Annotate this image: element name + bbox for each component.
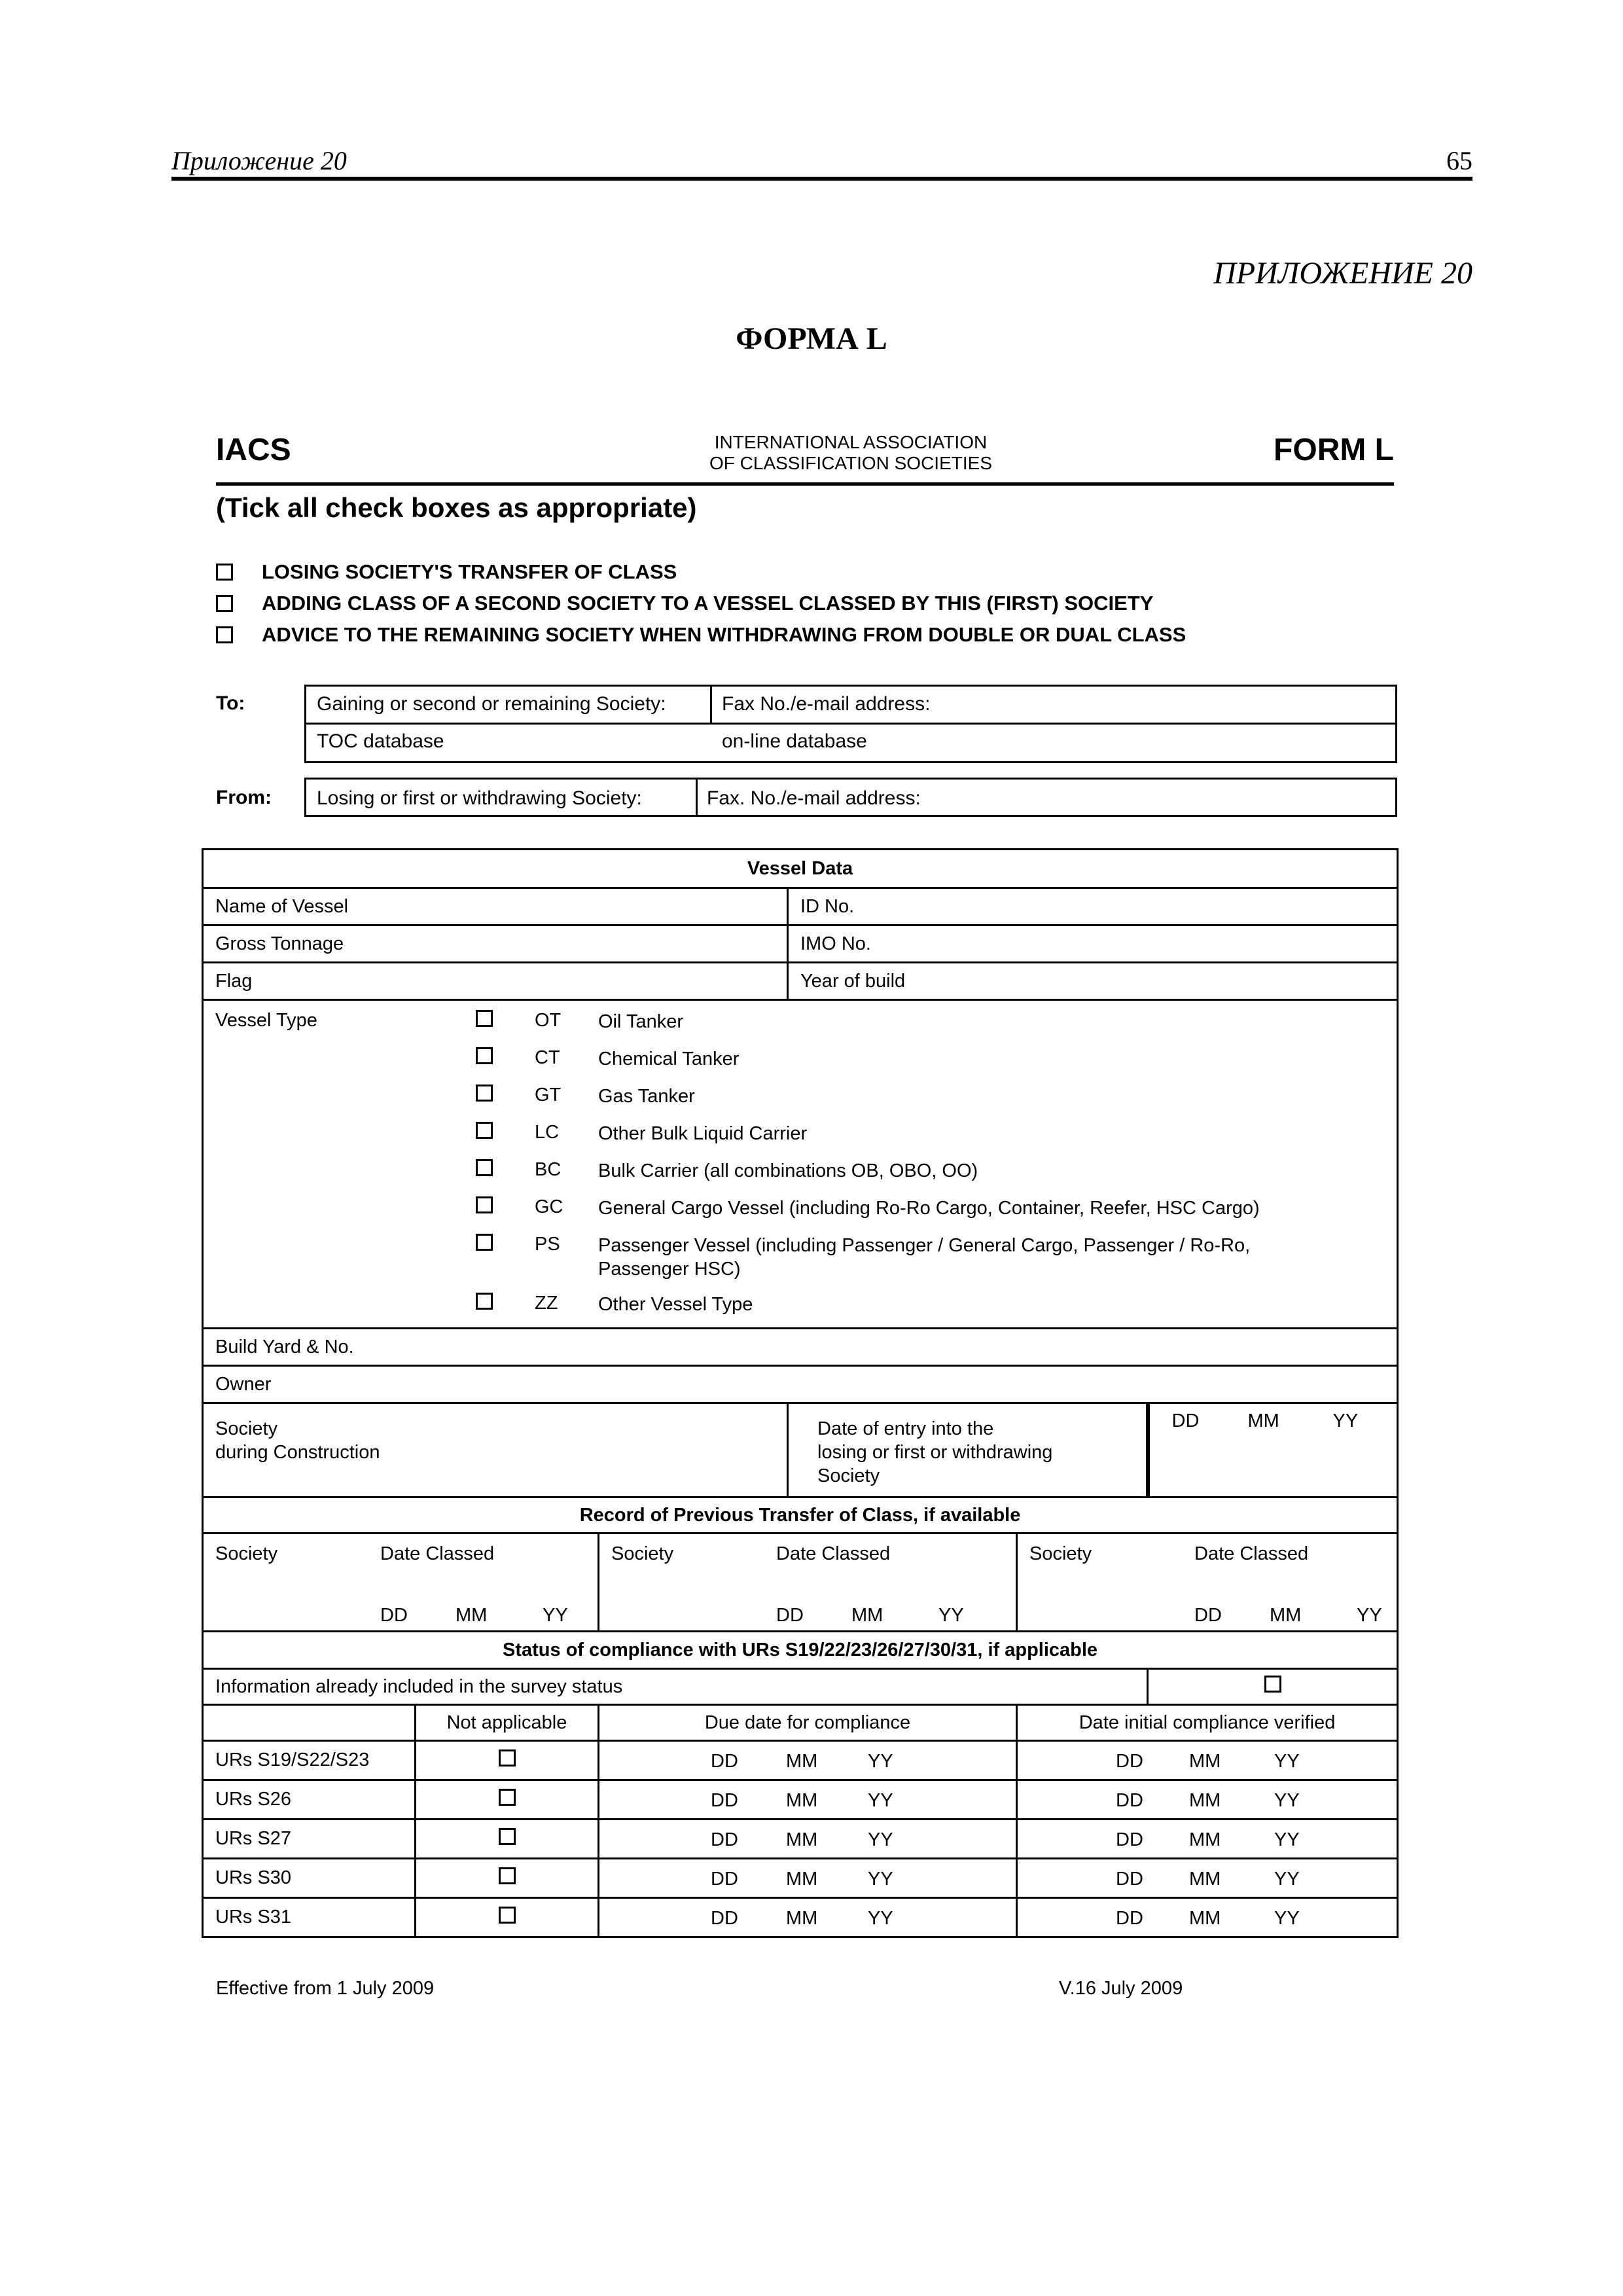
ur-label: URs S27: [203, 1820, 416, 1859]
vessel-type-ps: [215, 1229, 1397, 1287]
form-code: FORM L: [1274, 433, 1394, 467]
date-mm: MM: [1189, 1751, 1221, 1772]
entry-date-field[interactable]: [1148, 1403, 1398, 1498]
date-yy: YY: [938, 1605, 964, 1626]
vessel-type-lc: [215, 1117, 1397, 1154]
initial-date-field[interactable]: [1017, 1898, 1398, 1937]
date-dd: DD: [380, 1605, 408, 1626]
iacs-logo-text: IACS: [216, 433, 291, 467]
due-date-field[interactable]: [599, 1741, 1017, 1780]
instruction: (Tick all check boxes as appropriate): [216, 492, 697, 523]
from-box: [304, 778, 1397, 817]
not-applicable-checkbox[interactable]: [499, 1789, 516, 1806]
association-line-1: INTERNATIONAL ASSOCIATION: [714, 432, 988, 452]
from-fax-field[interactable]: Fax. No./e-mail address:: [707, 787, 921, 809]
table-row: [203, 888, 1398, 925]
option-advice-label: ADVICE TO THE REMAINING SOCIETY WHEN WITHDRAWING FROM DOUBLE OR DUAL CLASS: [262, 623, 1186, 646]
date-yy: YY: [1357, 1605, 1382, 1626]
option-adding-checkbox[interactable]: [216, 595, 233, 612]
status-col-blank: [203, 1705, 416, 1741]
date-dd: DD: [1116, 1869, 1143, 1890]
not-applicable-cell: [416, 1780, 599, 1820]
running-header: Приложение 20: [171, 146, 347, 175]
date-mm: MM: [1189, 1829, 1221, 1850]
date-yy: YY: [1274, 1908, 1300, 1929]
date-dd: DD: [711, 1908, 738, 1929]
appendix-title: ПРИЛОЖЕНИЕ 20: [1213, 256, 1472, 291]
vessel-type-desc: Gas Tanker: [598, 1086, 695, 1107]
status-columns: [203, 1705, 1398, 1741]
date-yy: YY: [1274, 1869, 1300, 1890]
effective-date: Effective from 1 July 2009: [216, 1978, 435, 1999]
not-applicable-cell: [416, 1898, 599, 1937]
vessel-type-gc: [215, 1191, 1397, 1229]
header-rule: [171, 177, 1472, 181]
vessel-type-gt: [215, 1079, 1397, 1117]
initial-date-field[interactable]: [1017, 1859, 1398, 1898]
vessel-type-bc: [215, 1154, 1397, 1191]
vessel-data-table: [202, 848, 1399, 1938]
vessel-type-cell: [203, 1000, 1398, 1329]
association-line-2: OF CLASSIFICATION SOCIETIES: [709, 453, 992, 473]
date-dd: DD: [1116, 1790, 1143, 1811]
vessel-type-label: Vessel Type: [215, 1010, 317, 1031]
date-yy: YY: [868, 1829, 893, 1850]
record-row: [203, 1534, 1398, 1632]
table-row: [203, 1898, 1398, 1937]
vessel-type-zz-checkbox[interactable]: [476, 1293, 493, 1310]
date-dd: DD: [1171, 1410, 1200, 1431]
year-of-build-field[interactable]: Year of build: [788, 963, 1398, 1000]
option-transfer-label: LOSING SOCIETY'S TRANSFER OF CLASS: [262, 560, 677, 583]
vessel-type-desc: General Cargo Vessel (including Ro-Ro Cargo, Container, Reefer, HSC Cargo): [598, 1198, 1260, 1219]
status-info-cell: [1148, 1669, 1398, 1705]
entry-date-line-2: losing or first or withdrawing: [817, 1442, 1053, 1463]
table-row: [203, 963, 1398, 1000]
record-title: Record of Previous Transfer of Class, if available: [203, 1498, 1398, 1534]
vessel-type-desc: Other Vessel Type: [598, 1294, 753, 1315]
option-adding-label: ADDING CLASS OF A SECOND SOCIETY TO A VESSEL CLASSED BY THIS (FIRST) SOCIETY: [262, 592, 1154, 615]
ur-label: URs S19/S22/S23: [203, 1741, 416, 1780]
owner-field[interactable]: Owner: [203, 1366, 1398, 1403]
banner-rule: [216, 482, 1394, 486]
due-date-field[interactable]: [599, 1859, 1017, 1898]
table-row: [203, 1366, 1398, 1403]
date-dd: DD: [1116, 1829, 1143, 1850]
vessel-type-ps-checkbox[interactable]: [476, 1234, 493, 1251]
date-yy: YY: [868, 1908, 893, 1929]
record-entry-1[interactable]: [203, 1534, 599, 1632]
due-date-field[interactable]: [599, 1820, 1017, 1859]
entry-date-label: [788, 1403, 1148, 1498]
date-dd: DD: [776, 1605, 804, 1626]
vessel-data-header: [203, 850, 1398, 888]
date-mm: MM: [786, 1751, 818, 1772]
from-label: From:: [216, 787, 272, 808]
vessel-type-gt-checkbox[interactable]: [476, 1085, 493, 1102]
date-mm: MM: [786, 1908, 818, 1929]
losing-society-field[interactable]: Losing or first or withdrawing Society:: [317, 787, 642, 809]
date-dd: DD: [1116, 1908, 1143, 1929]
ur-label: URs S31: [203, 1898, 416, 1937]
vessel-type-desc: Bulk Carrier (all combinations OB, OBO, OO): [598, 1160, 978, 1181]
table-row: [203, 1403, 1398, 1498]
status-info-row: [203, 1669, 1398, 1705]
vessel-type-code: OT: [535, 1010, 562, 1031]
vessel-type-desc: Oil Tanker: [598, 1011, 684, 1032]
record-entry-3[interactable]: [1017, 1534, 1398, 1632]
vessel-type-desc: Chemical Tanker: [598, 1049, 740, 1069]
entry-date-line-1: Date of entry into the: [817, 1418, 994, 1439]
date-mm: MM: [1189, 1790, 1221, 1811]
not-applicable-checkbox[interactable]: [499, 1749, 516, 1767]
date-dd: DD: [711, 1751, 738, 1772]
col-initial-date: Date initial compliance verified: [1017, 1705, 1398, 1741]
not-applicable-cell: [416, 1820, 599, 1859]
vessel-type-code: GC: [535, 1196, 563, 1217]
date-dd: DD: [711, 1790, 738, 1811]
date-dd: DD: [711, 1829, 738, 1850]
record-society-label: Society: [215, 1543, 278, 1564]
not-applicable-cell: [416, 1741, 599, 1780]
vessel-type-code: CT: [535, 1047, 560, 1068]
record-date-label: Date Classed: [776, 1543, 891, 1564]
status-info-checkbox[interactable]: [1264, 1676, 1281, 1693]
vessel-type-ot-checkbox[interactable]: [476, 1010, 493, 1027]
vessel-type-lc-checkbox[interactable]: [476, 1122, 493, 1139]
record-society-label: Society: [611, 1543, 674, 1564]
not-applicable-checkbox[interactable]: [499, 1907, 516, 1924]
vessel-type-ct-checkbox[interactable]: [476, 1047, 493, 1064]
initial-date-field[interactable]: [1017, 1780, 1398, 1820]
status-title: Status of compliance with URs S19/22/23/26/27/30/31, if applicable: [203, 1632, 1398, 1669]
vessel-type-code: BC: [535, 1159, 562, 1180]
vessel-type-row: [203, 1000, 1398, 1329]
date-dd: DD: [711, 1869, 738, 1890]
date-mm: MM: [786, 1829, 818, 1850]
vessel-type-gc-checkbox[interactable]: [476, 1196, 493, 1213]
initial-date-field[interactable]: [1017, 1820, 1398, 1859]
date-yy: YY: [868, 1869, 893, 1890]
date-mm: MM: [786, 1869, 818, 1890]
vessel-name-field[interactable]: Name of Vessel: [203, 888, 788, 925]
table-row: [203, 1859, 1398, 1898]
vessel-type-ot: [215, 1005, 1397, 1042]
record-date-label: Date Classed: [1194, 1543, 1309, 1564]
date-yy: YY: [1274, 1790, 1300, 1811]
option-transfer: [216, 560, 677, 584]
build-yard-field[interactable]: Build Yard & No.: [203, 1329, 1398, 1366]
table-row: [203, 1329, 1398, 1366]
option-advice: [216, 623, 1186, 647]
vessel-type-bc-checkbox[interactable]: [476, 1159, 493, 1176]
online-database-field[interactable]: on-line database: [722, 730, 867, 752]
date-mm: MM: [1189, 1869, 1221, 1890]
toc-database-field[interactable]: TOC database: [317, 730, 444, 752]
flag-field[interactable]: Flag: [203, 963, 788, 1000]
vessel-type-ct: [215, 1042, 1397, 1079]
date-mm: MM: [1189, 1908, 1221, 1929]
date-mm: MM: [851, 1605, 883, 1626]
association-name: [589, 432, 1113, 474]
vessel-type-code: LC: [535, 1122, 560, 1143]
record-society-label: Society: [1029, 1543, 1092, 1564]
society-construction-line-1: Society: [215, 1418, 278, 1439]
not-applicable-cell: [416, 1859, 599, 1898]
vessel-data-title: Vessel Data: [203, 850, 1398, 888]
society-construction-line-2: during Construction: [215, 1442, 380, 1463]
date-dd: DD: [1194, 1605, 1222, 1626]
record-date-label: Date Classed: [380, 1543, 495, 1564]
due-date-field[interactable]: [599, 1780, 1017, 1820]
page-number: 65: [1446, 146, 1472, 175]
to-box: [304, 685, 1397, 763]
gross-tonnage-field[interactable]: Gross Tonnage: [203, 925, 788, 963]
option-adding: [216, 592, 1153, 615]
date-mm: MM: [1247, 1410, 1279, 1431]
col-not-applicable: Not applicable: [416, 1705, 599, 1741]
table-row: [203, 925, 1398, 963]
vessel-type-code: GT: [535, 1085, 562, 1105]
date-mm: MM: [1270, 1605, 1302, 1626]
form-title: ФОРМА L: [736, 321, 887, 356]
date-dd: DD: [1116, 1751, 1143, 1772]
record-header: [203, 1498, 1398, 1534]
record-entry-2[interactable]: [599, 1534, 1017, 1632]
version-label: V.16 July 2009: [1059, 1978, 1183, 1999]
status-header: [203, 1632, 1398, 1669]
date-yy: YY: [868, 1790, 893, 1811]
option-advice-checkbox[interactable]: [216, 626, 233, 643]
date-yy: YY: [1274, 1829, 1300, 1850]
to-fax-field[interactable]: Fax No./e-mail address:: [722, 693, 931, 715]
due-date-field[interactable]: [599, 1898, 1017, 1937]
id-number-field[interactable]: ID No.: [788, 888, 1398, 925]
ur-label: URs S26: [203, 1780, 416, 1820]
date-mm: MM: [786, 1790, 818, 1811]
vessel-type-desc: Passenger Vessel (including Passenger / General Cargo, Passenger / Ro-Ro, Passenger HSC): [598, 1235, 1251, 1280]
ur-label: URs S30: [203, 1859, 416, 1898]
table-row: [203, 1780, 1398, 1820]
vessel-type-zz: [215, 1287, 1397, 1325]
status-info-label: Information already included in the survey status: [203, 1669, 1148, 1705]
date-yy: YY: [868, 1751, 893, 1772]
col-due-date: Due date for compliance: [599, 1705, 1017, 1741]
date-yy: YY: [543, 1605, 568, 1626]
table-row: [203, 1820, 1398, 1859]
vessel-type-code: ZZ: [535, 1293, 558, 1314]
date-mm: MM: [455, 1605, 488, 1626]
not-applicable-checkbox[interactable]: [499, 1828, 516, 1845]
to-label: To:: [216, 692, 245, 714]
date-yy: YY: [1274, 1751, 1300, 1772]
table-row: [203, 1741, 1398, 1780]
not-applicable-checkbox[interactable]: [499, 1867, 516, 1884]
gaining-society-field[interactable]: Gaining or second or remaining Society:: [317, 693, 666, 715]
date-yy: YY: [1332, 1410, 1359, 1431]
vessel-type-desc: Other Bulk Liquid Carrier: [598, 1123, 808, 1144]
imo-number-field[interactable]: IMO No.: [788, 925, 1398, 963]
vessel-type-code: PS: [535, 1234, 560, 1255]
initial-date-field[interactable]: [1017, 1741, 1398, 1780]
option-transfer-checkbox[interactable]: [216, 564, 233, 581]
society-construction-field[interactable]: [203, 1403, 788, 1498]
entry-date-line-3: Society: [817, 1465, 880, 1486]
